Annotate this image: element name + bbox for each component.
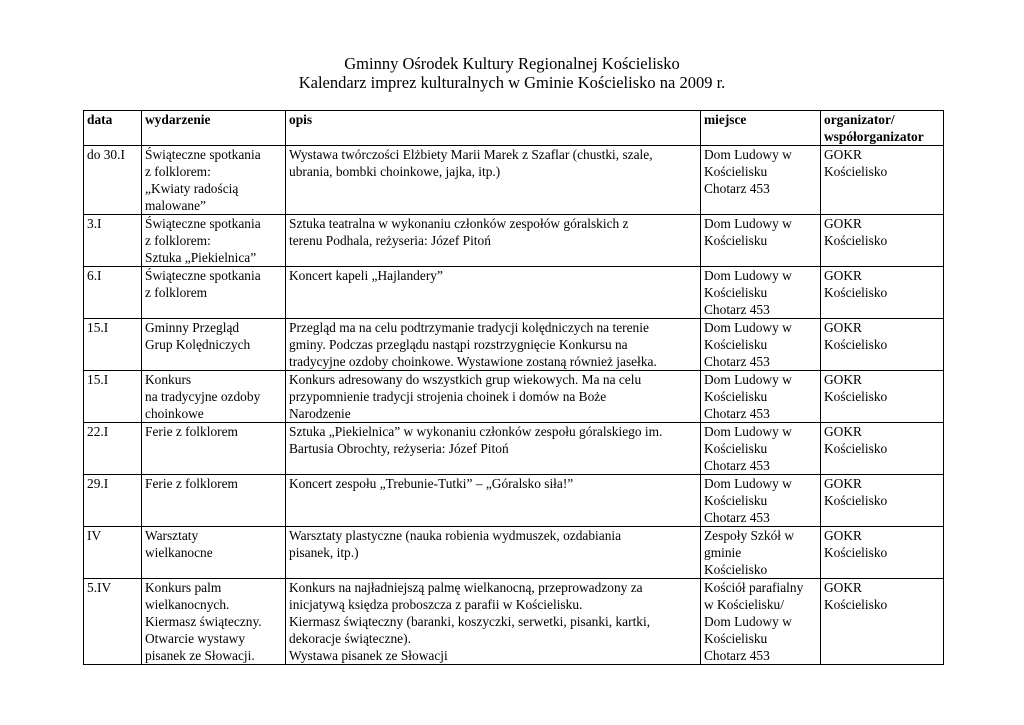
cell-event: Świąteczne spotkania z folklorem: Sztuka „Piekielnica” (142, 215, 286, 267)
page-subtitle: Kalendarz imprez kulturalnych w Gminie Kościelisko na 2009 r. (298, 73, 726, 92)
cell-date: IV (84, 527, 142, 579)
column-header-organizer: organizator/ współorganizator (821, 111, 944, 146)
cell-description: Przegląd ma na celu podtrzymanie tradycji kolędniczych na terenie gminy. Podczas przeglądu nastąpi rozstrzygnięcie Konkursu na tradycyjne ozdoby choinkowe. Wystawione zostaną również jasełka. (286, 319, 701, 371)
table-header-row (84, 111, 944, 146)
cell-organizer: GOKR Kościelisko (821, 527, 944, 579)
cell-description: Sztuka teatralna w wykonaniu członków zespołów góralskich z terenu Podhala, reżyseria: Józef Pitoń (286, 215, 701, 267)
column-header-description: opis (286, 111, 701, 146)
cell-description: Konkurs adresowany do wszystkich grup wiekowych. Ma na celu przypomnienie tradycji strojenia choinek i domów na Boże Narodzenie (286, 371, 701, 423)
column-header-event: wydarzenie (142, 111, 286, 146)
cell-description: Wystawa twórczości Elżbiety Marii Marek z Szaflar (chustki, szale, ubrania, bombki choinkowe, jajka, itp.) (286, 146, 701, 215)
table-row (84, 371, 944, 423)
column-header-place: miejsce (701, 111, 821, 146)
cell-place: Dom Ludowy w Kościelisku Chotarz 453 (701, 267, 821, 319)
table-row (84, 475, 944, 527)
cell-date: 6.I (84, 267, 142, 319)
cell-place: Dom Ludowy w Kościelisku Chotarz 453 (701, 475, 821, 527)
cell-date: 15.I (84, 371, 142, 423)
cell-event: Warsztaty wielkanocne (142, 527, 286, 579)
cell-date: 15.I (84, 319, 142, 371)
cell-place: Kościół parafialny w Kościelisku/ Dom Ludowy w Kościelisku Chotarz 453 (701, 579, 821, 665)
page-title: Gminny Ośrodek Kultury Regionalnej Kościelisko (344, 54, 680, 73)
column-header-date: data (84, 111, 142, 146)
events-table (83, 110, 944, 665)
cell-organizer: GOKR Kościelisko (821, 146, 944, 215)
table-row (84, 423, 944, 475)
cell-organizer: GOKR Kościelisko (821, 371, 944, 423)
table-row (84, 579, 944, 665)
cell-organizer: GOKR Kościelisko (821, 423, 944, 475)
cell-event: Gminny Przegląd Grup Kolędniczych (142, 319, 286, 371)
cell-event: Świąteczne spotkania z folklorem (142, 267, 286, 319)
cell-date: 3.I (84, 215, 142, 267)
cell-date: 5.IV (84, 579, 142, 665)
table-row (84, 146, 944, 215)
cell-description: Warsztaty plastyczne (nauka robienia wydmuszek, ozdabiania pisanek, itp.) (286, 527, 701, 579)
cell-description: Sztuka „Piekielnica” w wykonaniu członków zespołu góralskiego im. Bartusia Obrochty, reżyseria: Józef Pitoń (286, 423, 701, 475)
cell-date: 22.I (84, 423, 142, 475)
cell-organizer: GOKR Kościelisko (821, 319, 944, 371)
cell-place: Dom Ludowy w Kościelisku Chotarz 453 (701, 319, 821, 371)
cell-organizer: GOKR Kościelisko (821, 215, 944, 267)
table-row (84, 215, 944, 267)
cell-event: Ferie z folklorem (142, 475, 286, 527)
cell-place: Dom Ludowy w Kościelisku Chotarz 453 (701, 423, 821, 475)
cell-date: 29.I (84, 475, 142, 527)
cell-organizer: GOKR Kościelisko (821, 475, 944, 527)
cell-place: Zespoły Szkół w gminie Kościelisko (701, 527, 821, 579)
cell-date: do 30.I (84, 146, 142, 215)
cell-place: Dom Ludowy w Kościelisku Chotarz 453 (701, 146, 821, 215)
table-row (84, 319, 944, 371)
cell-event: Konkurs na tradycyjne ozdoby choinkowe (142, 371, 286, 423)
cell-description: Koncert zespołu „Trebunie-Tutki” – „Góralsko siła!” (286, 475, 701, 527)
cell-description: Konkurs na najładniejszą palmę wielkanocną, przeprowadzony za inicjatywą księdza proboszcza z parafii w Kościelisku. Kiermasz świąteczny (baranki, koszyczki, serwetki, pisanki, kartki, dekoracje świąteczne). Wystawa pisanek ze Słowacji (286, 579, 701, 665)
cell-event: Konkurs palm wielkanocnych. Kiermasz świąteczny. Otwarcie wystawy pisanek ze Słowacji. (142, 579, 286, 665)
cell-event: Świąteczne spotkania z folklorem: „Kwiaty radością malowane” (142, 146, 286, 215)
cell-place: Dom Ludowy w Kościelisku (701, 215, 821, 267)
cell-place: Dom Ludowy w Kościelisku Chotarz 453 (701, 371, 821, 423)
cell-event: Ferie z folklorem (142, 423, 286, 475)
cell-description: Koncert kapeli „Hajlandery” (286, 267, 701, 319)
table-row (84, 527, 944, 579)
cell-organizer: GOKR Kościelisko (821, 579, 944, 665)
cell-organizer: GOKR Kościelisko (821, 267, 944, 319)
table-row (84, 267, 944, 319)
